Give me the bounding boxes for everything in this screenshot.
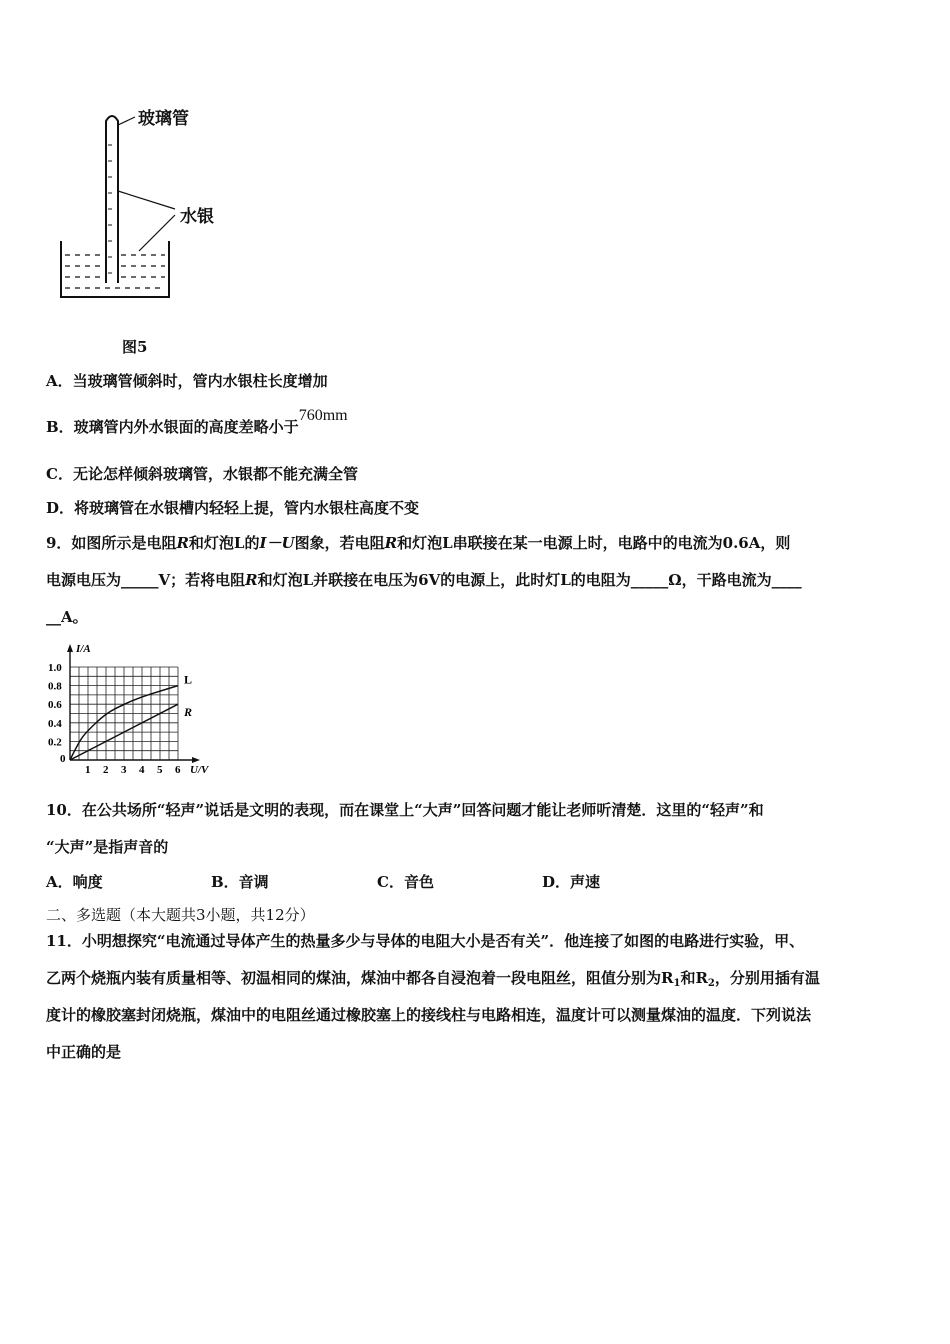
y-tick-label: 0.4: [48, 717, 62, 730]
q8-option-d: D．将玻璃管在水银槽内轻轻上提，管内水银柱高度不变: [46, 499, 420, 517]
label-mercury: 水银: [180, 207, 214, 227]
x-tick-label: 0: [60, 753, 66, 765]
x-tick-label: 6: [175, 764, 181, 776]
q8-option-b-value: 760mm: [298, 407, 348, 424]
q9-text-c: 图象，若电阻: [294, 534, 385, 552]
q8-option-b-text: B．玻璃管内外水银面的高度差略小于: [46, 418, 299, 436]
q10-option-c: C．音色: [377, 873, 434, 891]
x-tick-label: 4: [139, 764, 145, 776]
q11-text-a: 乙两个烧瓶内装有质量相等、初温相同的煤油，煤油中都各自浸泡着一段电阻丝，阻值分别为R: [46, 969, 674, 987]
x-tick-label: 2: [103, 764, 109, 776]
q9-text-a: 9．如图所示是电阻: [46, 534, 177, 552]
y-axis-arrow: [67, 644, 73, 652]
q9-var-iu: I－U: [259, 534, 295, 552]
q9-text-f: 和灯泡L并联接在电压为6V的电源上，此时灯L的电阻为_____Ω，干路电流为____: [257, 571, 802, 589]
x-tick-label: 3: [121, 764, 127, 776]
iu-chart-svg: [40, 640, 230, 780]
q11-line-4: 中正确的是: [46, 1043, 122, 1061]
q8-option-c: C．无论怎样倾斜玻璃管，水银都不能充满全管: [46, 465, 358, 483]
q9-line-2: [46, 569, 802, 590]
q9-var-r-3: R: [245, 571, 258, 589]
x-axis-arrow: [192, 757, 200, 763]
section-2-heading: 二、多选题（本大题共3小题，共12分）: [46, 906, 315, 924]
x-tick-label: 1: [85, 764, 91, 776]
y-tick-label: 0.8: [48, 680, 62, 693]
q11-sub-1: 1: [673, 978, 681, 989]
q9-text-d: 和灯泡L串联接在某一电源上时，电路中的电流为0.6A，则: [397, 534, 791, 552]
q9-line-1: [46, 532, 790, 553]
q11-line-1: 11．小明想探究“电流通过导体产生的热量多少与导体的电阻大小是否有关”．他连接了如图的电路进行实验，甲、: [46, 932, 805, 950]
series-label-l: L: [184, 672, 193, 687]
q9-text-b: 和灯泡L的: [188, 534, 260, 552]
q11-line-3: 度计的橡胶塞封闭烧瓶，煤油中的电阻丝通过橡胶塞上的接线柱与电路相连，温度计可以测量煤油的温度．下列说法: [46, 1006, 812, 1024]
q10-option-a: A．响度: [46, 873, 103, 891]
q11-text-b: 和R: [680, 969, 708, 987]
label-glass-tube: 玻璃管: [138, 109, 189, 129]
q11-sub-2: 2: [707, 978, 715, 989]
q10-line-2: “大声”是指声音的: [46, 838, 169, 856]
series-label-r: R: [184, 705, 193, 720]
q8-option-a: A．当玻璃管倾斜时，管内水银柱长度增加: [46, 372, 328, 390]
iu-chart: [40, 640, 230, 780]
q10-line-1: 10．在公共场所“轻声”说话是文明的表现，而在课堂上“大声”回答问题才能让老师听清楚．这里的“轻声”和: [46, 801, 764, 819]
q10-option-d: D．声速: [542, 873, 601, 891]
q9-line-3: __A。: [46, 608, 88, 626]
q9-var-r: R: [176, 534, 189, 552]
q10-option-b: B．音调: [211, 873, 269, 891]
q9-var-r-2: R: [384, 534, 398, 552]
q11-line-2: [46, 967, 820, 989]
q11-text-c: ，分别用插有温: [714, 969, 820, 987]
y-tick-label: 0.2: [48, 736, 62, 749]
y-tick-label: 1.0: [48, 662, 62, 674]
x-tick-label: 5: [157, 764, 163, 776]
x-axis-label: U/V: [190, 764, 209, 776]
q9-text-e: 电源电压为_____V；若将电阻: [46, 571, 246, 589]
figure-5-caption: 图5: [122, 338, 148, 356]
q8-option-b: [46, 407, 348, 437]
y-axis-label: I/A: [76, 643, 91, 655]
y-tick-label: 0.6: [48, 699, 62, 712]
